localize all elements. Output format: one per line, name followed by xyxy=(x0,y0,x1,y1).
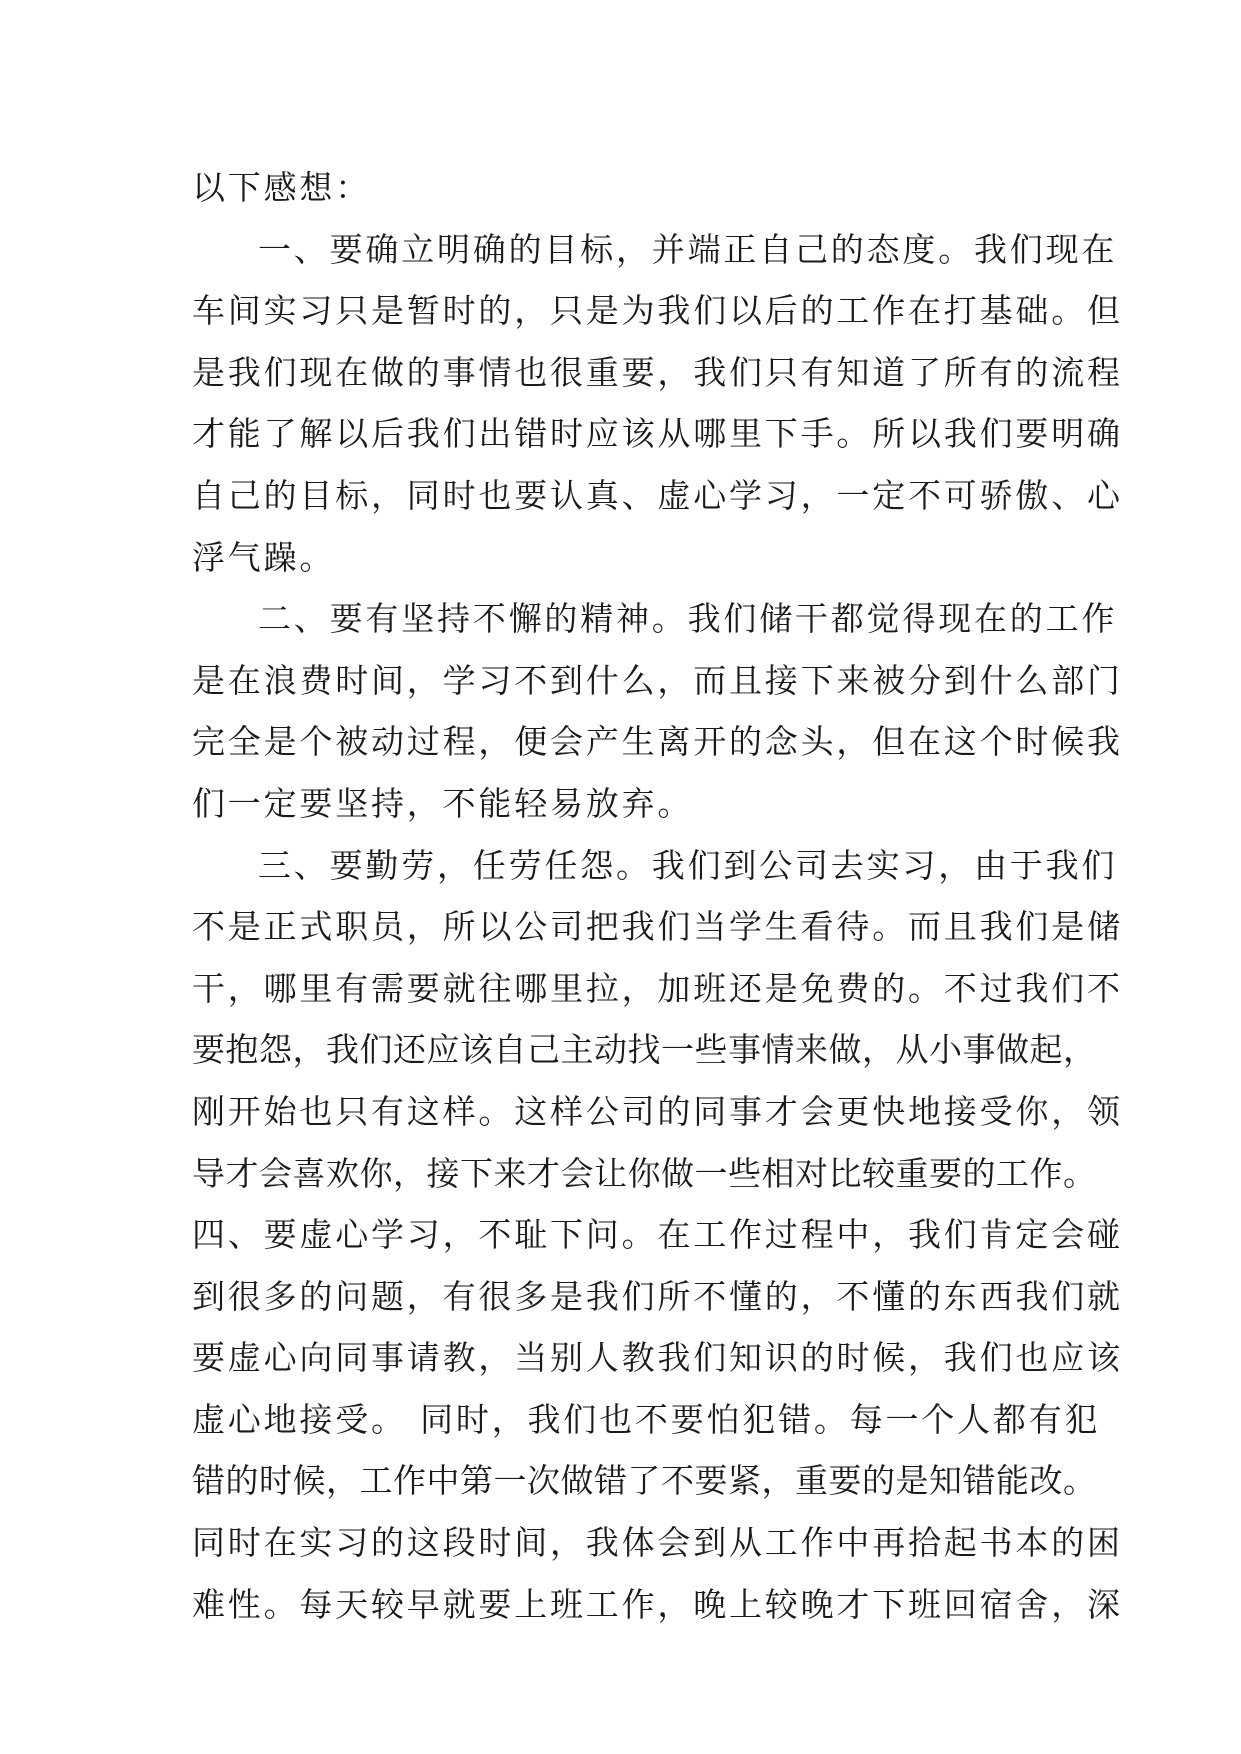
text-line: 同时在实习的这段时间，我体会到从工作中再拾起书本的困 xyxy=(192,1523,1123,1563)
paragraph-heading-1: 一、要确立明确的目标，并端正自己的态度。我们现在 xyxy=(258,229,1118,269)
text-line: 导才会喜欢你，接下来才会让你做一些相对比较重要的工作。 xyxy=(192,1153,1097,1193)
text-line: 刚开始也只有这样。这样公司的同事才会更快地接受你，领 xyxy=(192,1091,1123,1131)
text-line: 们一定要坚持，不能轻易放弃。 xyxy=(192,783,694,823)
text-line: 错的时候，工作中第一次做错了不要紧，重要的是知错能改。 xyxy=(192,1461,1097,1501)
text-line: 车间实习只是暂时的，只是为我们以后的工作在打基础。但 xyxy=(192,291,1123,331)
text-line: 虚心地接受。 同时，我们也不要怕犯错。每一个人都有犯 xyxy=(192,1399,1101,1439)
text-line: 到很多的问题，有很多是我们所不懂的，不懂的东西我们就 xyxy=(192,1276,1123,1316)
text-line: 不是正式职员，所以公司把我们当学生看待。而且我们是储 xyxy=(192,907,1123,947)
text-line: 以下感想： xyxy=(192,168,371,207)
text-line: 浮气躁。 xyxy=(192,537,336,577)
text-line: 是我们现在做的事情也很重要，我们只有知道了所有的流程 xyxy=(192,352,1123,392)
text-line: 完全是个被动过程，便会产生离开的念头，但在这个时候我 xyxy=(192,722,1123,762)
text-line: 是在浪费时间，学习不到什么，而且接下来被分到什么部门 xyxy=(192,660,1123,700)
text-line: 干，哪里有需要就往哪里拉，加班还是免费的。不过我们不 xyxy=(192,968,1123,1008)
text-line: 才能了解以后我们出错时应该从哪里下手。所以我们要明确 xyxy=(192,414,1123,454)
text-line: 要虚心向同事请教，当别人教我们知识的时候，我们也应该 xyxy=(192,1338,1123,1378)
text-line: 要抱怨，我们还应该自己主动找一些事情来做，从小事做起， xyxy=(192,1030,1097,1070)
paragraph-heading-4: 四、要虚心学习，不耻下问。在工作过程中，我们肯定会碰 xyxy=(192,1215,1123,1255)
document-body xyxy=(192,157,1123,1635)
text-line: 难性。每天较早就要上班工作，晚上较晚才下班回宿舍，深 xyxy=(192,1584,1123,1624)
paragraph-heading-3: 三、要勤劳，任劳任怨。我们到公司去实习，由于我们 xyxy=(258,845,1118,885)
text-line: 自己的目标，同时也要认真、虚心学习，一定不可骄傲、心 xyxy=(192,475,1123,515)
paragraph-heading-2: 二、要有坚持不懈的精神。我们储干都觉得现在的工作 xyxy=(258,599,1118,639)
